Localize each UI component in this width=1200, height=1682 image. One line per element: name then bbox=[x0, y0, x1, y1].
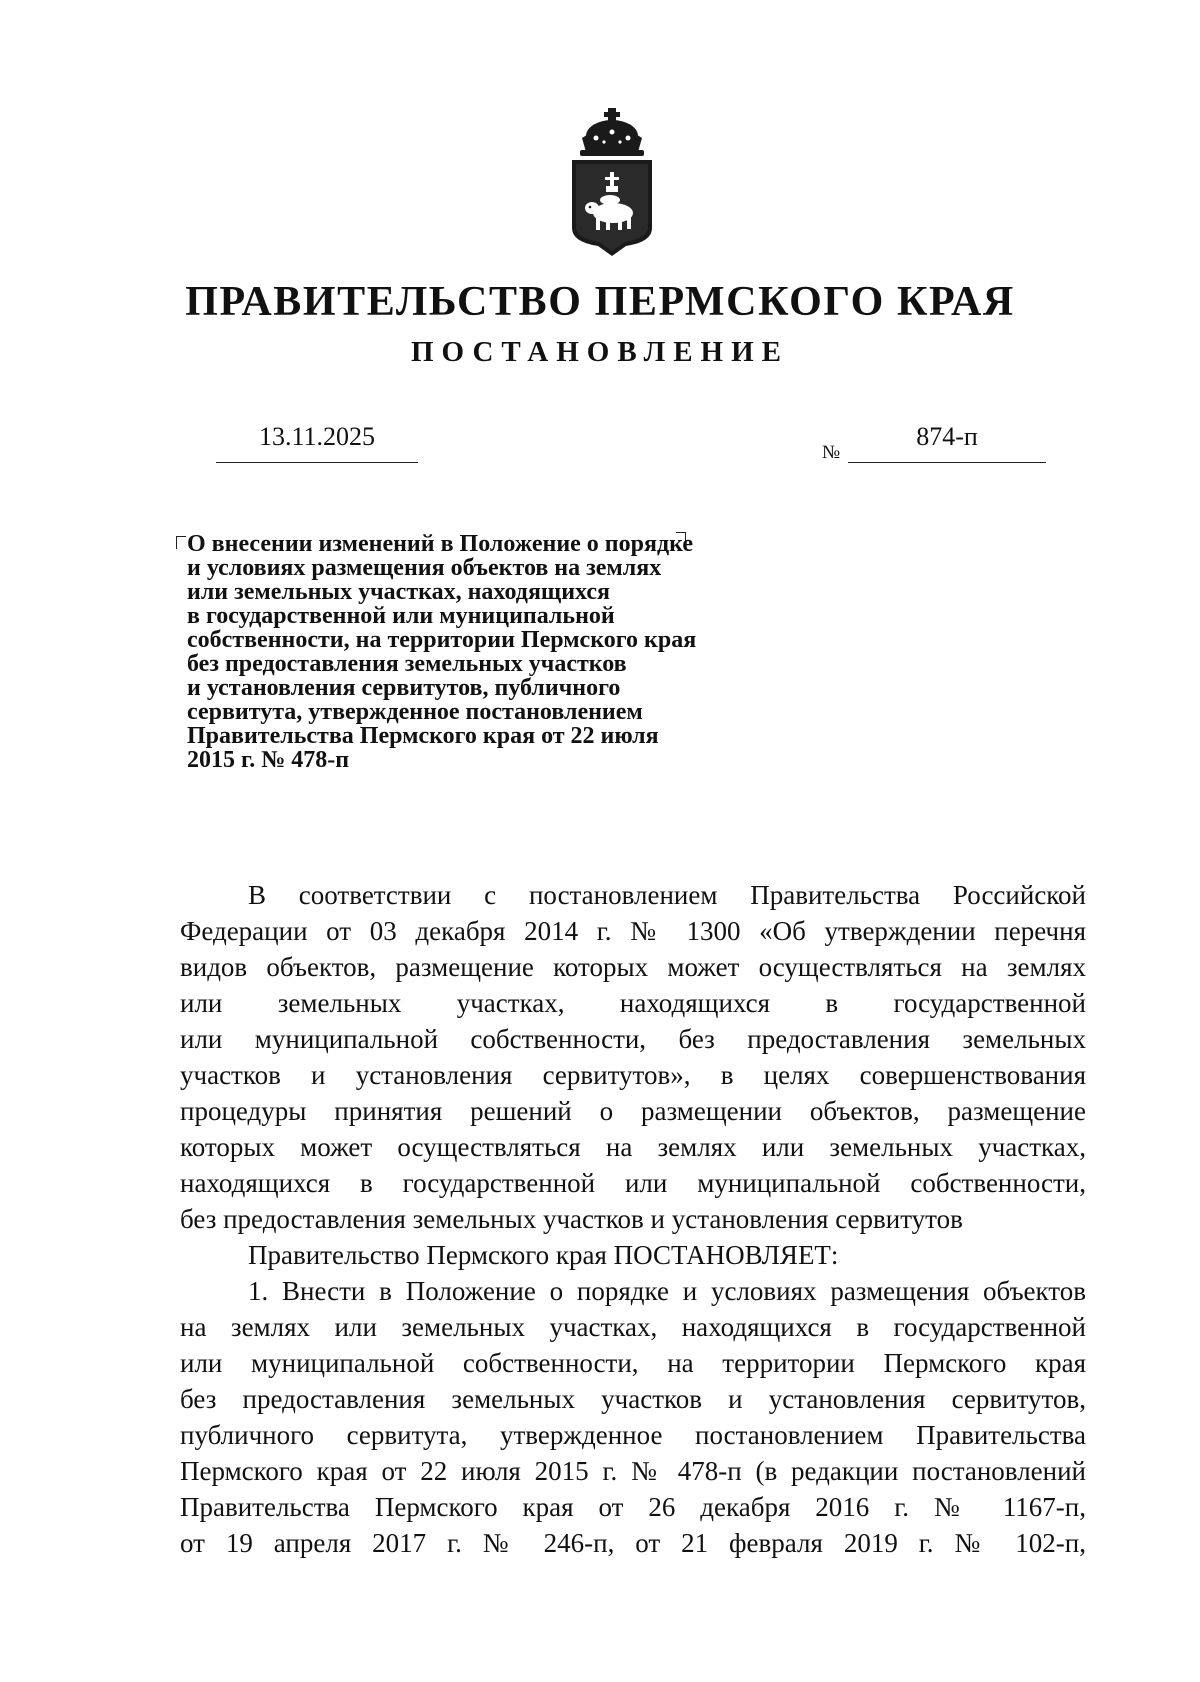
document-subject bbox=[187, 532, 807, 772]
body-line: без предоставления земельных участков и установления сервитутов, bbox=[180, 1384, 1086, 1414]
subject-line: или земельных участках, находящихся bbox=[187, 579, 610, 605]
body-line: Пермского края от 22 июля 2015 г. № 478-п (в редакции постановлений bbox=[180, 1456, 1086, 1486]
body-line: без предоставления земельных участков и установления сервитутов bbox=[180, 1204, 963, 1234]
number-sign: № bbox=[822, 442, 841, 463]
body-line: В соответствии с постановлением Правительства Российской bbox=[248, 880, 1086, 910]
subject-line: в государственной или муниципальной bbox=[187, 603, 615, 629]
body-line: Федерации от 03 декабря 2014 г. № 1300 «Об утверждении перечня bbox=[180, 916, 1086, 946]
body-line: или муниципальной собственности, без предоставления земельных bbox=[180, 1024, 1086, 1054]
body-line: или земельных участках, находящихся в государственной bbox=[180, 988, 1086, 1018]
body-line: видов объектов, размещение которых может осуществляться на землях bbox=[180, 952, 1086, 982]
body-line: публичного сервитута, утвержденное постановлением Правительства bbox=[180, 1420, 1086, 1450]
subject-line: О внесении изменений в Положение о порядке bbox=[187, 531, 693, 557]
subject-line: 2015 г. № 478-п bbox=[187, 747, 350, 773]
organization-title: ПРАВИТЕЛЬСТВО ПЕРМСКОГО КРАЯ bbox=[185, 279, 1015, 325]
number-field bbox=[848, 422, 1046, 463]
body-line: процедуры принятия решений о размещении объектов, размещение bbox=[180, 1096, 1086, 1126]
decree-clause: Правительство Пермского края ПОСТАНОВЛЯЕТ: bbox=[248, 1240, 839, 1270]
subject-line: сервитута, утвержденное постановлением bbox=[187, 699, 643, 725]
subject-line: Правительства Пермского края от 22 июля bbox=[187, 723, 659, 749]
subject-line: и условиях размещения объектов на землях bbox=[187, 555, 662, 581]
body-line: от 19 апреля 2017 г. № 246-п, от 21 февраля 2019 г. № 102-п, bbox=[180, 1528, 1086, 1558]
subject-corner-left bbox=[176, 536, 186, 549]
subject-line: и установления сервитутов, публичного bbox=[187, 675, 621, 701]
body-line: Правительства Пермского края от 26 декабря 2016 г. № 1167-п, bbox=[180, 1492, 1086, 1522]
date-field bbox=[216, 422, 418, 463]
document-body bbox=[180, 877, 1086, 1561]
body-line: 1. Внести в Положение о порядке и условиях размещения объектов bbox=[248, 1276, 1086, 1306]
subject-line: без предоставления земельных участков bbox=[187, 651, 627, 677]
body-line: участков и установления сервитутов», в целях совершенствования bbox=[180, 1060, 1086, 1090]
document-number: 874-п bbox=[916, 422, 978, 451]
body-line: которых может осуществляться на землях или земельных участках, bbox=[180, 1132, 1086, 1162]
document-date: 13.11.2025 bbox=[258, 422, 376, 451]
coat-of-arms-icon bbox=[566, 108, 658, 258]
body-line: или муниципальной собственности, на территории Пермского края bbox=[180, 1348, 1086, 1378]
document-type: ПОСТАНОВЛЕНИЕ bbox=[410, 336, 789, 368]
body-line: находящихся в государственной или муниципальной собственности, bbox=[180, 1168, 1086, 1198]
subject-line: собственности, на территории Пермского края bbox=[187, 627, 697, 653]
body-line: на землях или земельных участках, находящихся в государственной bbox=[180, 1312, 1086, 1342]
